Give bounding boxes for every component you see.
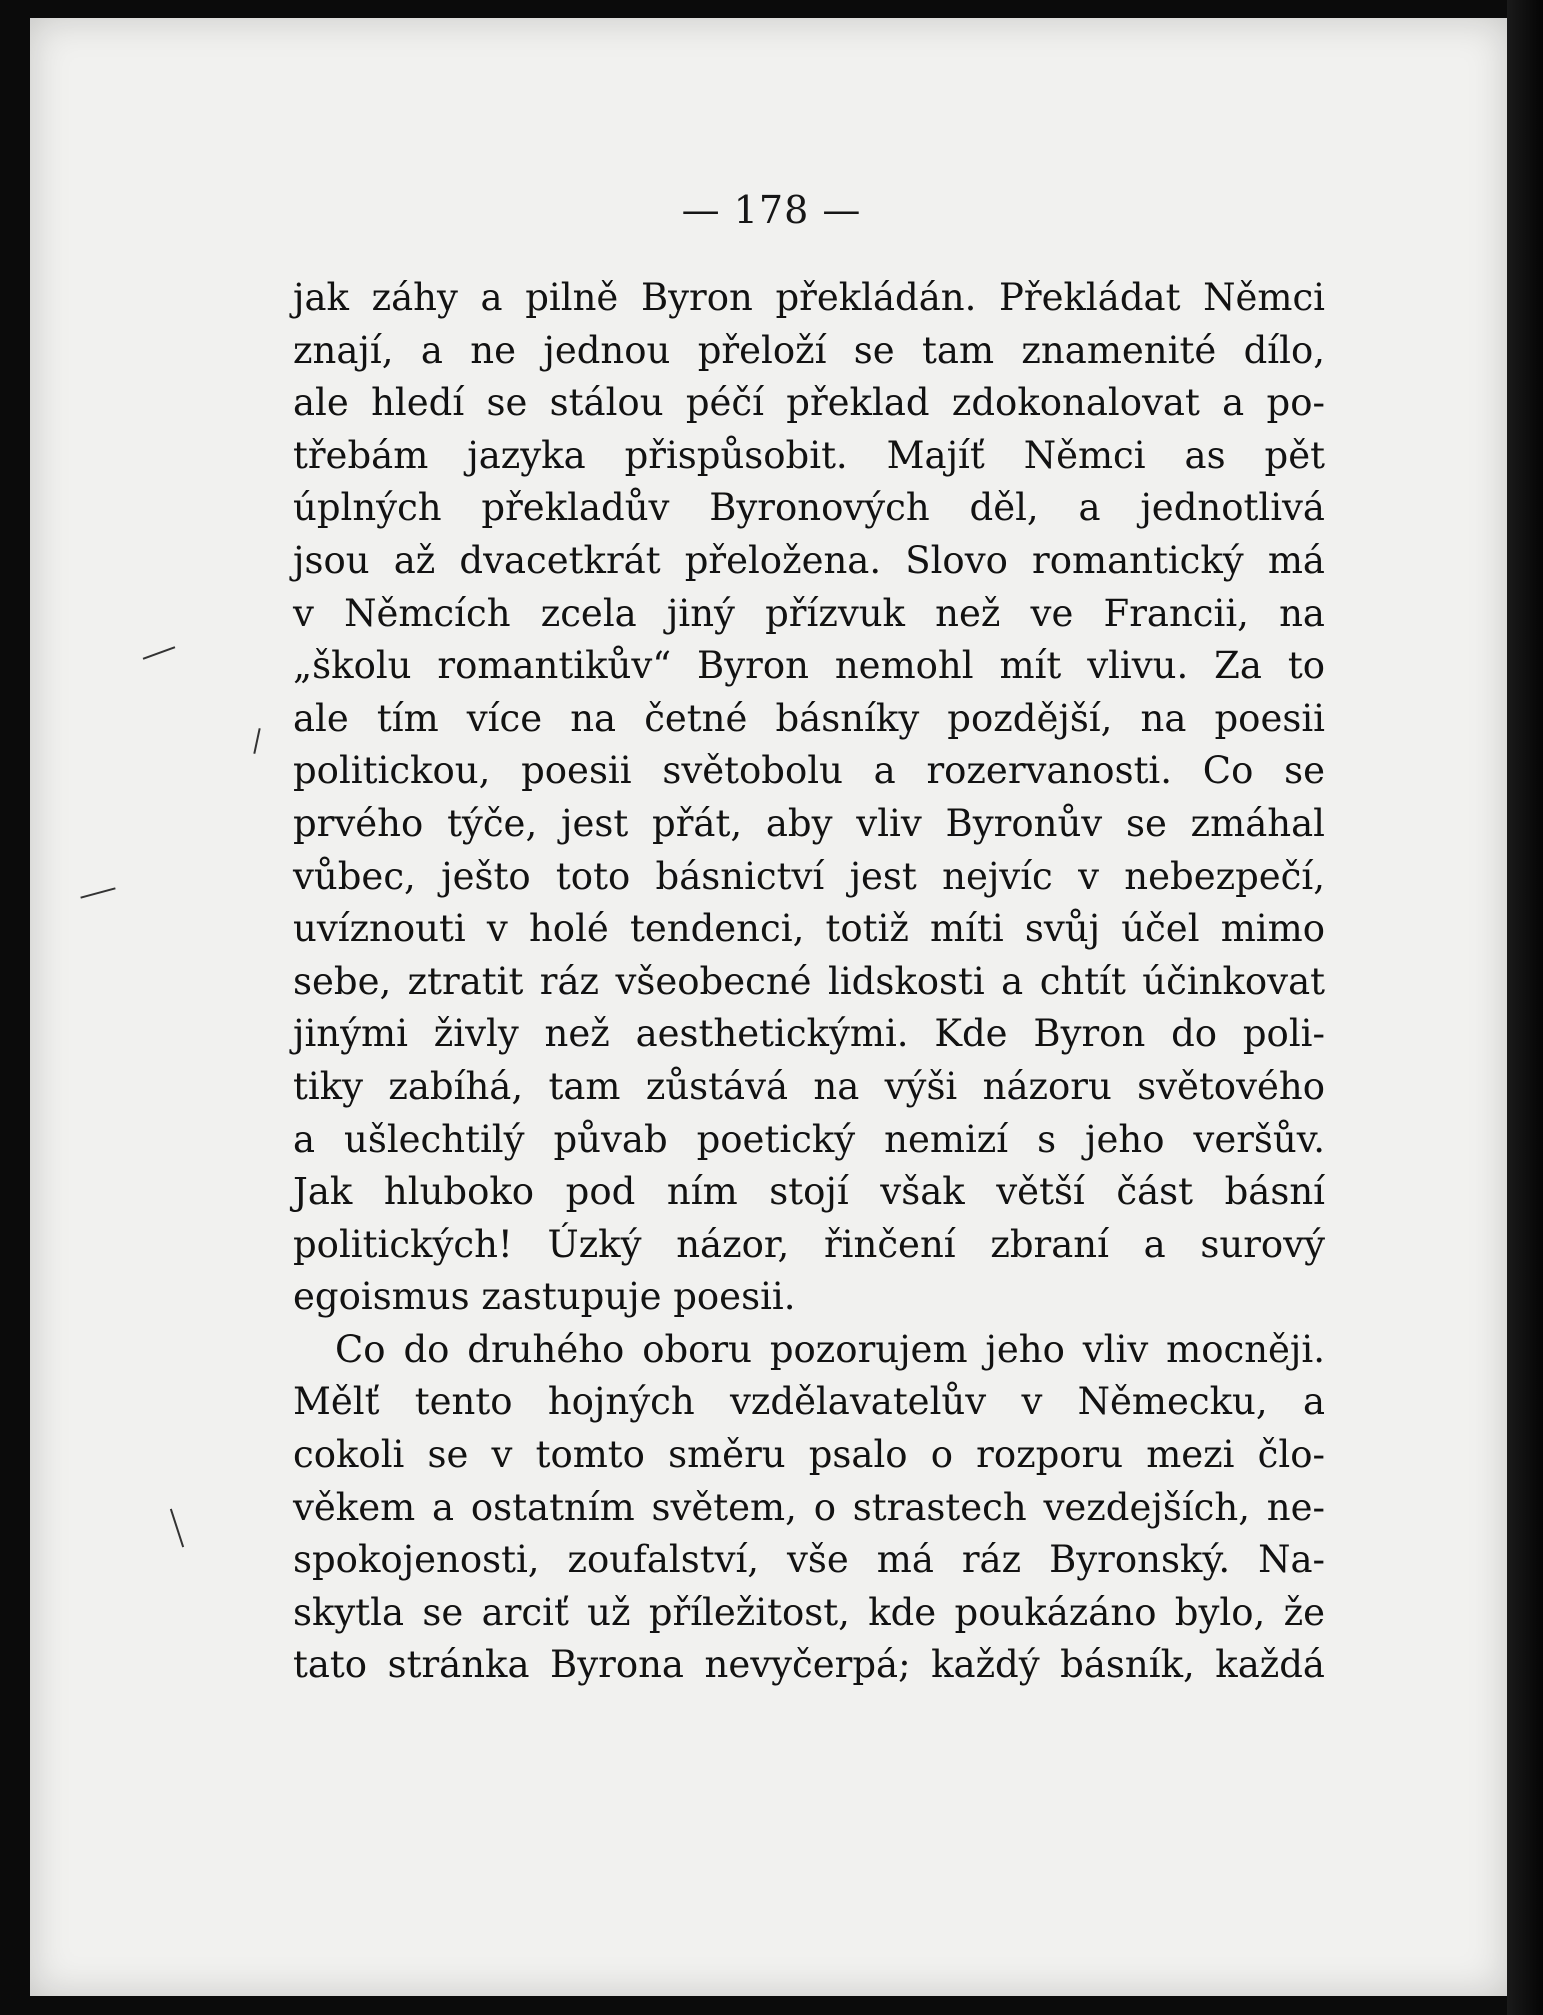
text-line: sebe, ztratit ráz všeobecné lidskosti a chtít účinkovat [293, 959, 1325, 1003]
text-line: jak záhy a pilně Byron překládán. Překládat Němci [293, 276, 1325, 319]
text-line: a ušlechtilý půvab poetický nemizí s jeho veršův. [293, 1117, 1325, 1161]
text-line: jsou až dvacetkrát přeložena. Slovo romantický má [293, 538, 1325, 582]
text-line: spokojenosti, zoufalství, vše má ráz Byronský. Na- [293, 1538, 1325, 1582]
text-line: prvého týče, jest přát, aby vliv Byronův se zmáhal [293, 801, 1325, 845]
text-line: uvíznouti v holé tendenci, totiž míti svůj účel mimo [293, 907, 1325, 951]
text-line: cokoli se v tomto směru psalo o rozporu mezi člo- [293, 1433, 1325, 1477]
text-line: „školu romantikův“ Byron nemohl mít vlivu. Za to [293, 644, 1325, 688]
text-line: Jak hluboko pod ním stojí však větší část básní [293, 1170, 1325, 1214]
text-line: politickou, poesii světobolu a rozervanosti. Co se [293, 749, 1325, 793]
text-line: tiky zabíhá, tam zůstává na výši názoru světového [293, 1064, 1325, 1108]
page-number: — 178 — [681, 188, 862, 232]
text-line: Co do druhého oboru pozorujem jeho vliv mocněji. [335, 1327, 1325, 1371]
text-line: Mělť tento hojných vzdělavatelův v Německu, a [293, 1380, 1325, 1424]
text-line: vůbec, ješto toto básnictví jest nejvíc v nebezpečí, [293, 854, 1325, 898]
text-line: egoismus zastupuje poesii. [293, 1275, 796, 1319]
paragraph [293, 272, 1325, 1324]
text-line: tato stránka Byrona nevyčerpá; každý básník, každá [293, 1643, 1325, 1687]
text-line: skytla se arciť už příležitost, kde poukázáno bylo, že [293, 1590, 1325, 1634]
page-edge-shadow [1507, 0, 1543, 2015]
body-text [293, 272, 1325, 1692]
paragraph [293, 1324, 1325, 1692]
text-line: jinými živly než aesthetickými. Kde Byron do poli- [293, 1012, 1325, 1056]
text-line: znají, a ne jednou přeloží se tam znamenité dílo, [293, 328, 1325, 372]
text-line: věkem a ostatním světem, o strastech vezdejších, ne- [293, 1485, 1325, 1529]
text-line: třebám jazyka přispůsobit. Majíť Němci as pět [293, 433, 1325, 477]
text-line: ale hledí se stálou péčí překlad zdokonalovat a po- [293, 381, 1325, 425]
text-line: politických! Úzký názor, řinčení zbraní a surový [293, 1222, 1325, 1266]
text-line: v Němcích zcela jiný přízvuk než ve Francii, na [293, 591, 1325, 635]
text-line: úplných překladův Byronových děl, a jednotlivá [293, 486, 1325, 530]
text-line: ale tím více na četné básníky pozdější, na poesii [293, 696, 1325, 740]
